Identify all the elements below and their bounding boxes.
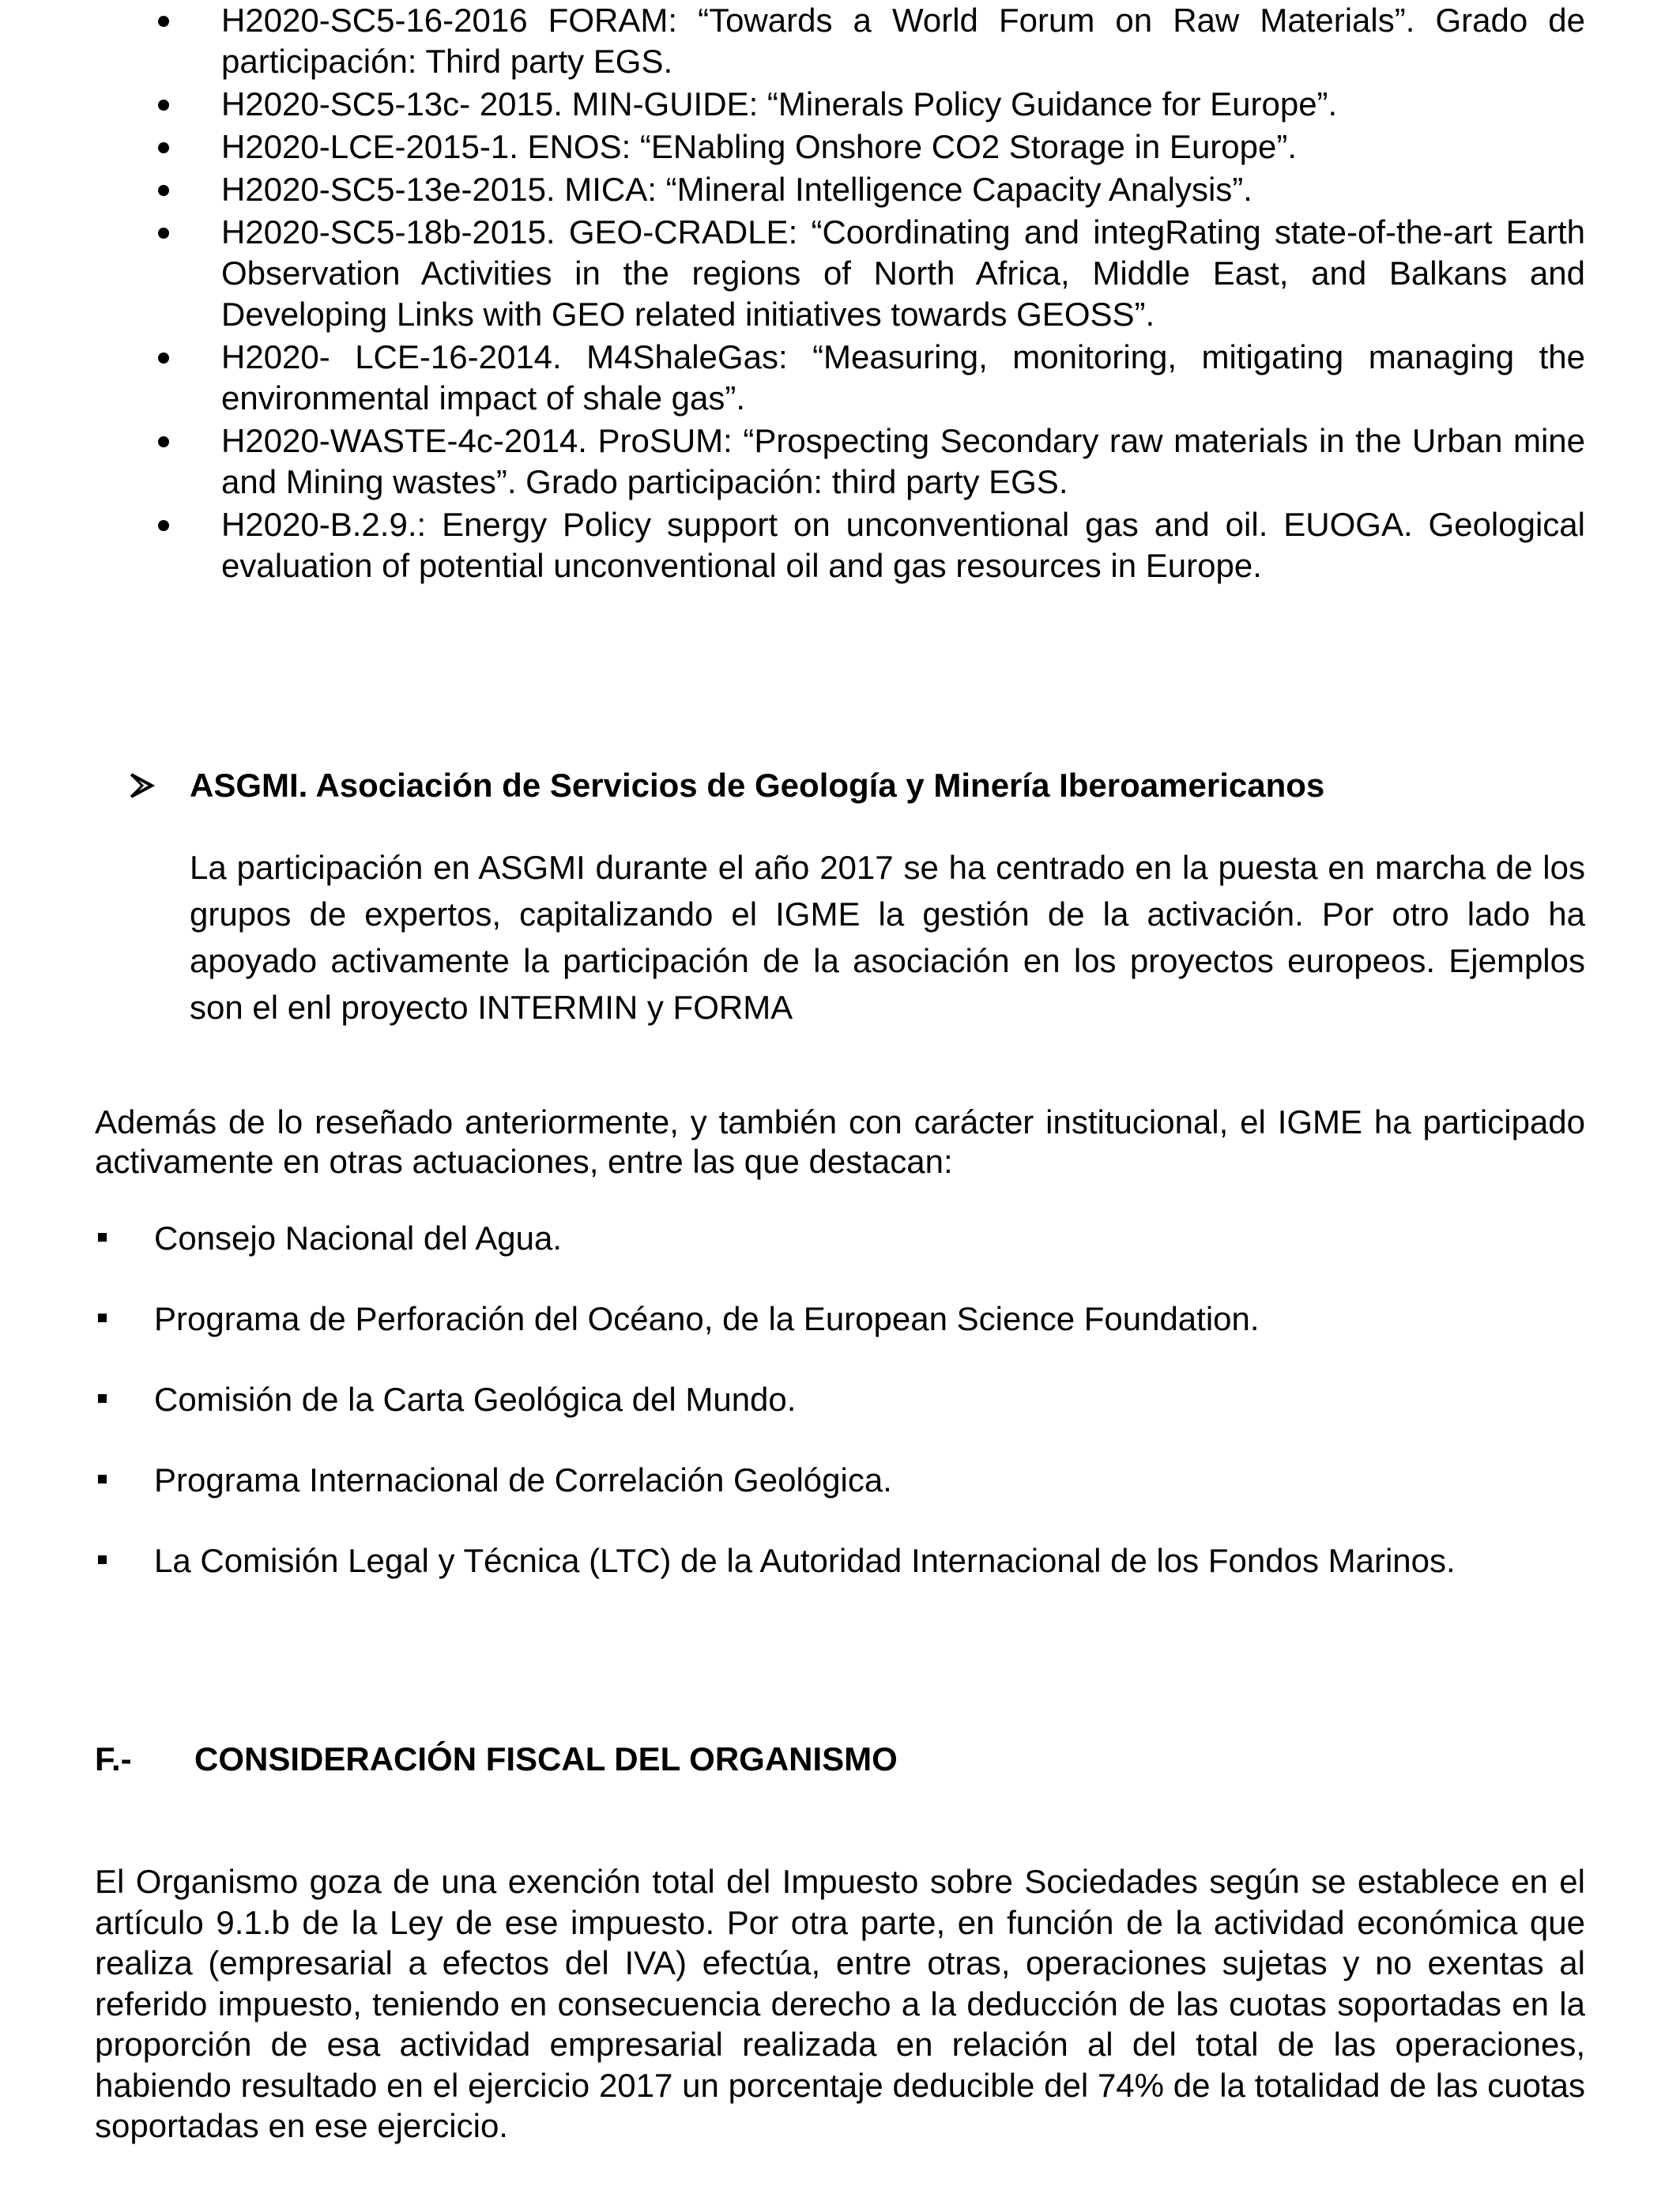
list-item-text: Programa Internacional de Correlación Geológica. [154,1461,892,1498]
list-item [0,504,1680,586]
bullet-dot-icon [158,16,169,27]
list-item-text: Comisión de la Carta Geológica del Mundo. [154,1381,797,1418]
list-item [0,1218,1680,1299]
square-bullet-icon [98,1314,107,1322]
list-item [0,1540,1680,1621]
list-item-text: H2020-SC5-13e-2015. MICA: “Mineral Intelligence Capacity Analysis”. [221,171,1252,208]
list-item-text: Consejo Nacional del Agua. [154,1220,563,1257]
section-title: CONSIDERACIÓN FISCAL DEL ORGANISMO [194,1740,898,1777]
list-item [0,420,1680,503]
bullet-dot-icon [158,228,169,239]
square-bullet-icon [98,1233,107,1242]
list-item [0,126,1680,168]
list-item-text: H2020-B.2.9.: Energy Policy support on unconventional gas and oil. EUOGA. Geological evaluation of potential unconventional oil and gas resources in Europe. [221,506,1585,584]
bullet-dot-icon [158,100,169,111]
list-item-text: H2020-SC5-13c- 2015. MIN-GUIDE: “Minerals Policy Guidance for Europe”. [221,85,1338,123]
h2020-project-list [0,0,1680,588]
bullet-dot-icon [158,520,169,531]
list-item [0,84,1680,125]
list-item-text: H2020-SC5-16-2016 FORAM: “Towards a World Forum on Raw Materials”. Grado de participación: Third party EGS. [221,2,1585,80]
square-bullet-icon [98,1555,107,1564]
list-item-text: H2020-WASTE-4c-2014. ProSUM: “Prospecting Secondary raw materials in the Urban mine and Mining wastes”. Grado participación: third party EGS. [221,422,1585,500]
asgmi-paragraph: La participación en ASGMI durante el año 2017 se ha centrado en la puesta en marcha de los grupos de expertos, capitalizando el IGME la gestión de la activación. Por otro lado ha apoyado activamente la participación de la asociación en los proyectos europeos. Ejemplos son el enl proyecto INTERMIN y FORMA [190,849,1585,1026]
list-item [0,169,1680,210]
institutional-paragraph: Además de lo reseñado anteriormente, y también con carácter institucional, el IGME ha participado activamente en otras actuaciones, entre las que destacan: [95,1103,1585,1180]
bullet-dot-icon [158,352,169,364]
list-item [0,1299,1680,1379]
list-item-text: La Comisión Legal y Técnica (LTC) de la Autoridad Internacional de los Fondos Marinos. [154,1542,1456,1579]
list-item-text: H2020- LCE-16-2014. M4ShaleGas: “Measuring, monitoring, mitigating managing the environmental impact of shale gas”. [221,338,1585,417]
list-item [0,212,1680,335]
bullet-dot-icon [158,142,169,153]
list-item-text: H2020-SC5-18b-2015. GEO-CRADLE: “Coordinating and integRating state-of-the-art Earth Observation Activities in the regions of North Africa, Middle East, and Balkans and Developing Links with GEO related initiatives towards GEOSS”. [221,213,1585,333]
list-item [0,337,1680,419]
list-item [0,0,1680,82]
list-item [0,1460,1680,1540]
fiscal-paragraph: El Organismo goza de una exención total del Impuesto sobre Sociedades según se establece en el artículo 9.1.b de la Ley de ese impuesto. Por otra parte, en función de la actividad económica que realiza (empresarial a efectos del IVA) efectúa, entre otras, operaciones sujetas y no exentas al referido impuesto, teniendo en consecuencia derecho a la deducción de las cuotas soportadas en la proporción de esa actividad empresarial realizada en relación al del total de las operaciones, habiendo resultado en el ejercicio 2017 un porcentaje deducible del 74% de la totalidad de las cuotas soportadas en ese ejercicio. [95,1863,1585,2144]
list-item [0,1379,1680,1460]
square-bullet-icon [98,1394,107,1403]
list-item-text: H2020-LCE-2015-1. ENOS: “ENabling Onshore CO2 Storage in Europe”. [221,128,1298,165]
arrow-bullet-icon [126,765,158,806]
bullet-dot-icon [158,185,169,196]
asgmi-heading-text: ASGMI. Asociación de Servicios de Geología y Minería Iberoamericanos [190,767,1325,804]
square-bullet-icon [98,1475,107,1483]
institutional-activity-list [0,1218,1680,1621]
bullet-dot-icon [158,436,169,447]
section-number: F.- [95,1740,132,1777]
list-item-text: Programa de Perforación del Océano, de la European Science Foundation. [154,1300,1260,1337]
